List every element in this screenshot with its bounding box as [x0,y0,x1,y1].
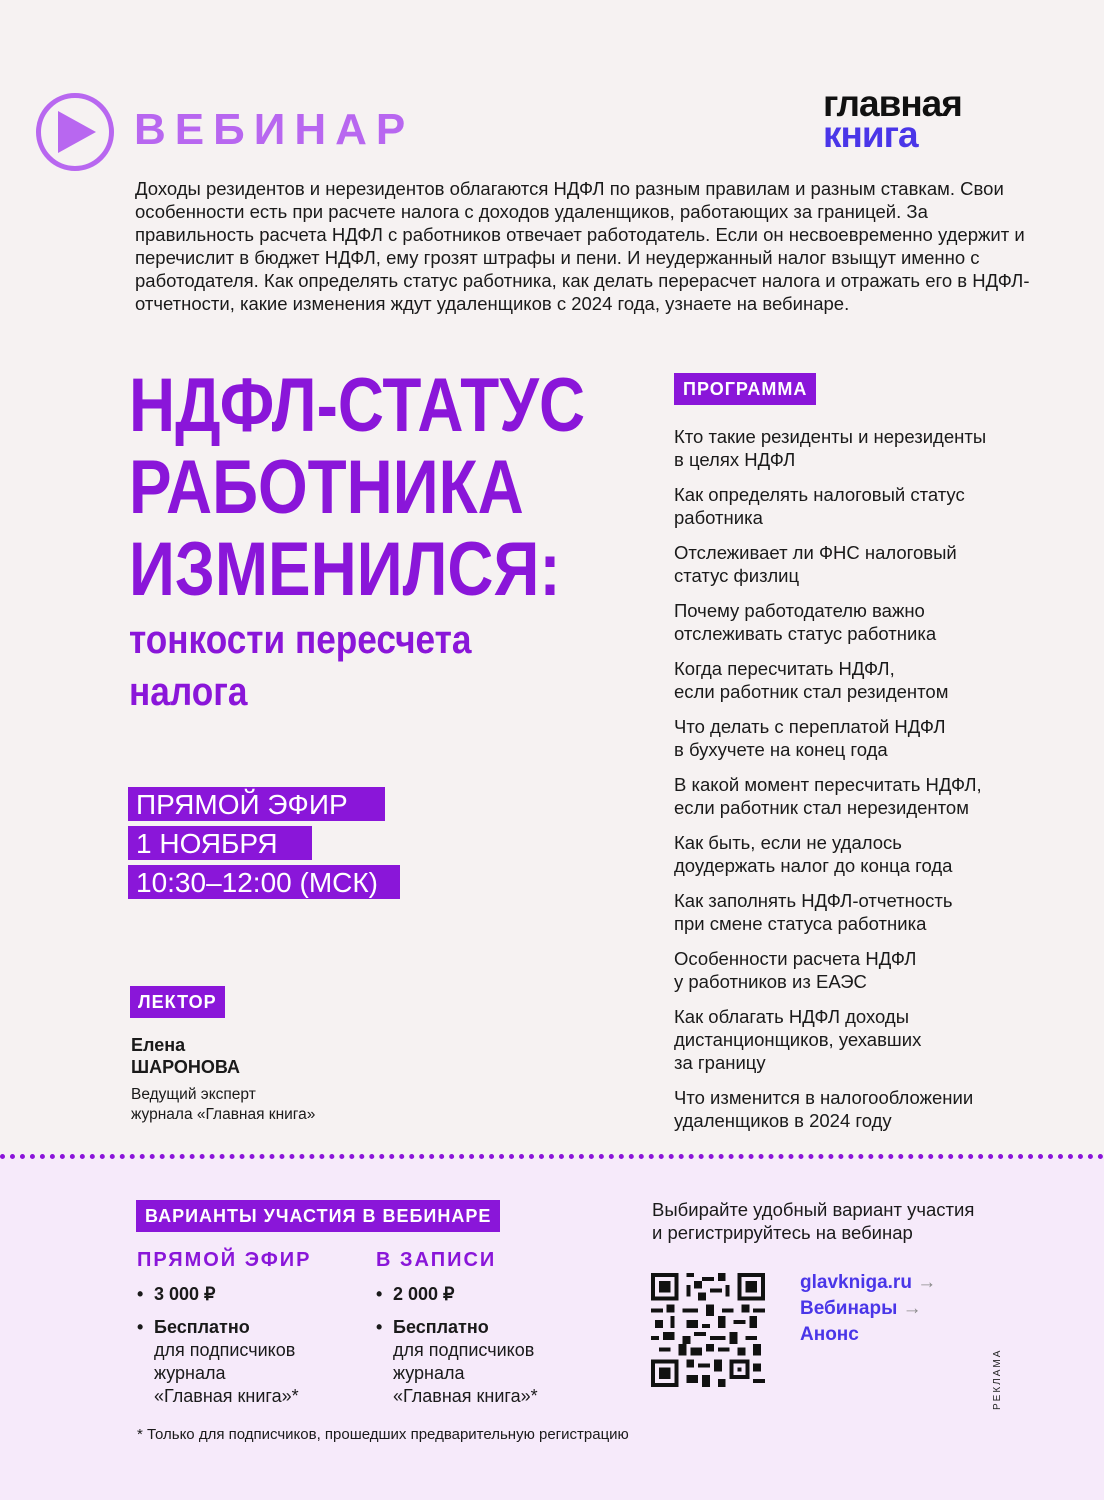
program-item-line: доудержать налог до конца года [674,855,953,876]
live-note2: журнала [154,1363,226,1383]
program-item-line: за границу [674,1052,766,1073]
brand-logo [823,83,1013,155]
program-item [674,773,1054,819]
lector-role-line2: журнала «Главная книга» [131,1106,316,1123]
subtitle-line1: тонкости пересчета [129,618,472,662]
page-subtitle [129,614,622,718]
program-item-line: Кто такие резиденты и нерезиденты [674,426,987,447]
program-item-line: Как заполнять НДФЛ-отчетность [674,890,953,911]
program-item-line: Как определять налоговый статус [674,484,965,505]
program-item-line: если работник стал нерезидентом [674,797,969,818]
event-date-tag: 1 НОЯБРЯ [128,826,312,860]
program-item [674,657,1054,703]
program-item-line: дистанционщиков, уехавших [674,1029,922,1050]
participation-badge: ВАРИАНТЫ УЧАСТИЯ В ВЕБИНАРЕ [136,1200,500,1232]
program-item-line: в бухучете на конец года [674,739,888,760]
lector-last-name: ШАРОНОВА [131,1057,240,1077]
program-item [674,889,1054,935]
program-item-line: Почему работодателю важно [674,600,925,621]
program-item [674,483,1054,529]
live-price-item [137,1283,357,1306]
program-item [674,715,1054,761]
recording-price: 2 000 ₽ [393,1284,455,1304]
page-title [129,365,599,611]
program-item-line: при смене статуса работника [674,913,927,934]
program-item-line: Как облагать НДФЛ доходы [674,1006,910,1027]
program-item [674,947,1054,993]
program-item-line: удаленщиков в 2024 году [674,1110,892,1131]
live-free-item [137,1316,357,1408]
registration-links [800,1270,1040,1348]
event-time-tag: 10:30–12:00 (МСК) [128,865,400,899]
program-item [674,1086,1054,1132]
link-webinars[interactable]: Вебинары [800,1298,898,1319]
link-announce-row[interactable] [800,1322,1040,1348]
program-item-line: Отслеживает ли ФНС налоговый [674,542,957,563]
program-item [674,425,1054,471]
live-option-heading: ПРЯМОЙ ЭФИР [137,1249,312,1271]
program-item-line: Когда пересчитать НДФЛ, [674,658,895,679]
program-item [674,1005,1054,1074]
program-item [674,599,1054,645]
live-price: 3 000 ₽ [154,1284,216,1304]
dotted-divider [0,1154,1104,1159]
play-icon [58,111,96,153]
intro-text: Доходы резидентов и нерезидентов облагаются НДФЛ по разным правилам и разным ставкам. Свои особенности есть при расчете налога с доходов удаленщиков, работающих за границей. За правильность расчета НДФЛ с работников отвечает работодатель. Если он несвоевременно удержит и перечислит в бюджет НДФЛ, ему грозят штрафы и пени. И неудержанный налог взыщут именно с работодателя. Как определять статус работника, как делать перерасчет налога и отражать его в НДФЛ-отчетности, какие изменения ждут удаленщиков с 2024 года, узнаете на вебинаре. [135,178,1030,314]
recording-note1: для подписчиков [393,1340,535,1360]
lector-role-line1: Ведущий эксперт [131,1086,256,1103]
program-item-line: у работников из ЕАЭС [674,971,867,992]
program-list [674,425,1054,1144]
recording-price-item [376,1283,596,1306]
event-type-tag: ПРЯМОЙ ЭФИР [128,787,385,821]
qr-code[interactable] [651,1273,765,1387]
webinar-label: ВЕБИНАР [134,105,415,154]
ad-label: РЕКЛАМА [992,1348,1003,1410]
cta-line1: Выбирайте удобный вариант участия [652,1199,975,1220]
program-item-line: в целях НДФЛ [674,449,796,470]
live-note1: для подписчиков [154,1340,296,1360]
logo-line2: книга [823,114,918,155]
recording-free-item [376,1316,596,1408]
program-item [674,831,1054,877]
cta-line2: и регистрируйтесь на вебинар [652,1222,913,1243]
footnote: * Только для подписчиков, прошедших предварительную регистрацию [137,1426,629,1443]
live-free: Бесплатно [154,1317,250,1337]
title-line2: РАБОТНИКА [129,445,524,530]
live-option-list [137,1283,357,1418]
program-item-line: Как быть, если не удалось [674,832,902,853]
subtitle-line2: налога [129,670,248,714]
recording-note3: «Главная книга»* [393,1386,538,1406]
lector-first-name: Елена [131,1035,186,1055]
recording-option-list [376,1283,596,1418]
cta-text [652,1198,1032,1244]
title-line3: ИЗМЕНИЛСЯ: [129,527,561,612]
program-item-line: Что изменится в налогообложении [674,1087,974,1108]
program-item [674,541,1054,587]
program-item-line: статус физлиц [674,565,800,586]
arrow-right-icon: → [902,1298,922,1319]
lector-badge: ЛЕКТОР [130,986,225,1018]
link-webinars-row[interactable] [800,1296,1040,1322]
arrow-right-icon: → [917,1272,937,1293]
link-site[interactable]: glavkniga.ru [800,1272,912,1293]
program-item-line: отслеживать статус работника [674,623,937,644]
logo-line1: главная [823,83,962,124]
recording-note2: журнала [393,1363,465,1383]
link-site-row[interactable] [800,1270,1040,1296]
lector-role [131,1085,315,1125]
recording-option-heading: В ЗАПИСИ [376,1249,497,1271]
live-note3: «Главная книга»* [154,1386,299,1406]
link-announce[interactable]: Анонс [800,1324,859,1345]
recording-free: Бесплатно [393,1317,489,1337]
lector-name [131,1034,240,1078]
program-item-line: В какой момент пересчитать НДФЛ, [674,774,982,795]
program-item-line: работника [674,507,763,528]
program-badge: ПРОГРАММА [674,373,816,405]
program-item-line: Что делать с переплатой НДФЛ [674,716,946,737]
program-item-line: Особенности расчета НДФЛ [674,948,917,969]
title-line1: НДФЛ-СТАТУС [129,363,586,448]
program-item-line: если работник стал резидентом [674,681,949,702]
